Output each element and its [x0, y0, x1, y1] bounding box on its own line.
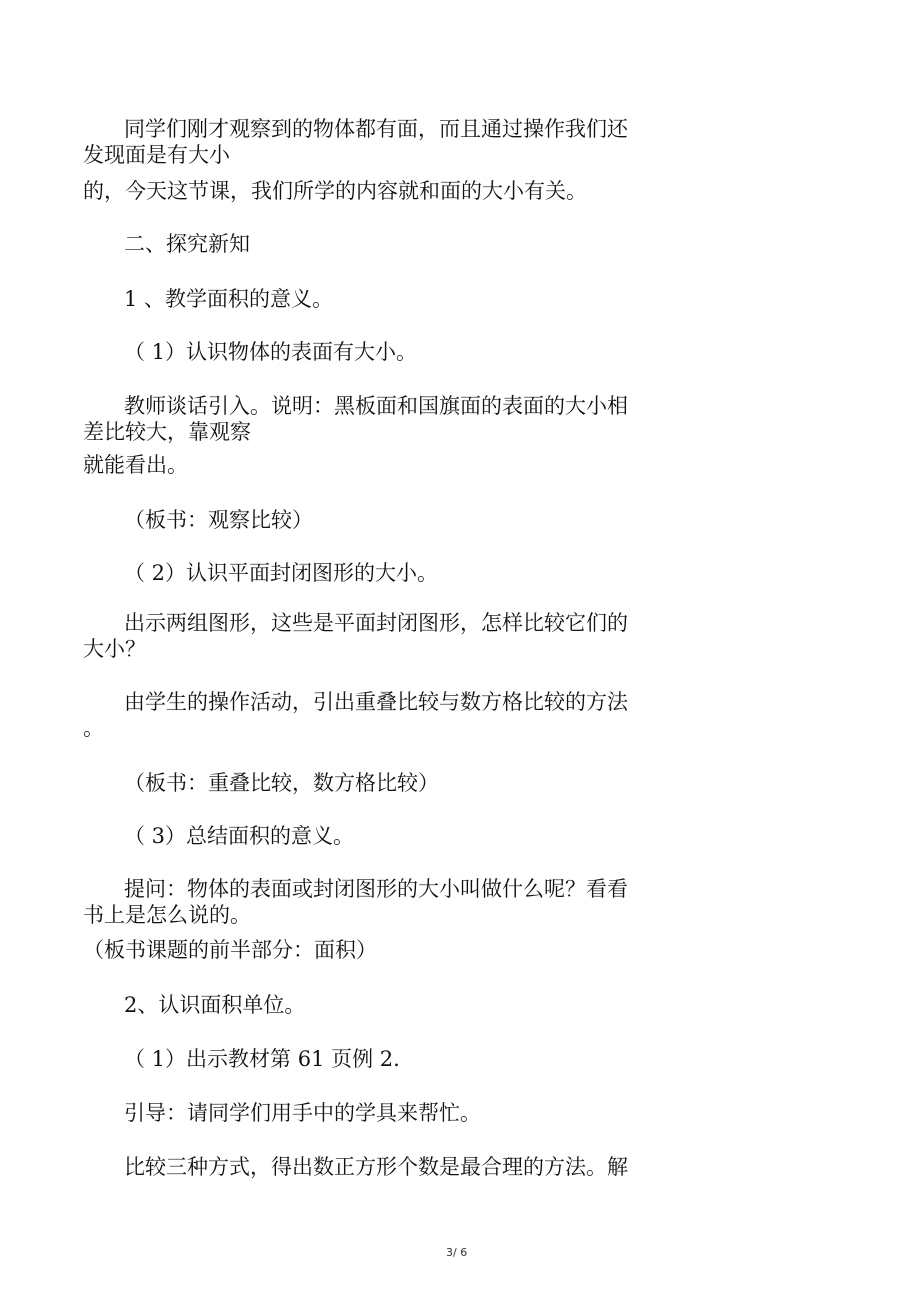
paragraph-line: （板书：观察比较）	[124, 508, 313, 532]
page-number: 3/ 6	[446, 1246, 468, 1259]
paragraph-line: 就能看出。	[83, 453, 188, 477]
paragraph-line: 提问：物体的表面或封闭图形的大小叫做什么呢？看看	[124, 877, 628, 901]
paragraph-line: 同学们刚才观察到的物体都有面，而且通过操作我们还	[124, 117, 628, 141]
paragraph-line: 由学生的操作活动，引出重叠比较与数方格比较的方法	[124, 690, 628, 714]
paragraph-line: 发现面是有大小	[83, 143, 230, 167]
paragraph-line: 教师谈话引入。说明：黑板面和国旗面的表面的大小相	[124, 394, 628, 418]
paragraph-line: 差比较大，靠观察	[83, 420, 251, 444]
paragraph-line: 。	[83, 716, 104, 740]
paragraph-line: （板书：重叠比较，数方格比较）	[124, 771, 439, 795]
paragraph-line: 比较三种方式，得出数正方形个数是最合理的方法。解	[124, 1155, 628, 1179]
subsection-heading: 2、认识面积单位。	[124, 993, 306, 1017]
section-heading: 二、探究新知	[124, 232, 250, 256]
paragraph-line: 大小？	[83, 637, 146, 661]
paragraph-line: （ 1）认识物体的表面有大小。	[124, 340, 418, 364]
subsection-heading: 1 、教学面积的意义。	[124, 287, 334, 311]
paragraph-line: （板书课题的前半部分：面积）	[83, 938, 377, 962]
paragraph-line: （ 2）认识平面封闭图形的大小。	[124, 561, 439, 585]
paragraph-line: 引导：请同学们用手中的学具来帮忙。	[124, 1101, 481, 1125]
paragraph-line: 的，今天这节课，我们所学的内容就和面的大小有关。	[83, 179, 587, 203]
paragraph-line: （ 3）总结面积的意义。	[124, 824, 355, 848]
paragraph-line: 书上是怎么说的。	[83, 903, 251, 927]
paragraph-line: 出示两组图形，这些是平面封闭图形，怎样比较它们的	[124, 611, 628, 635]
paragraph-line: （ 1）出示教材第 61 页例 2.	[124, 1047, 400, 1071]
